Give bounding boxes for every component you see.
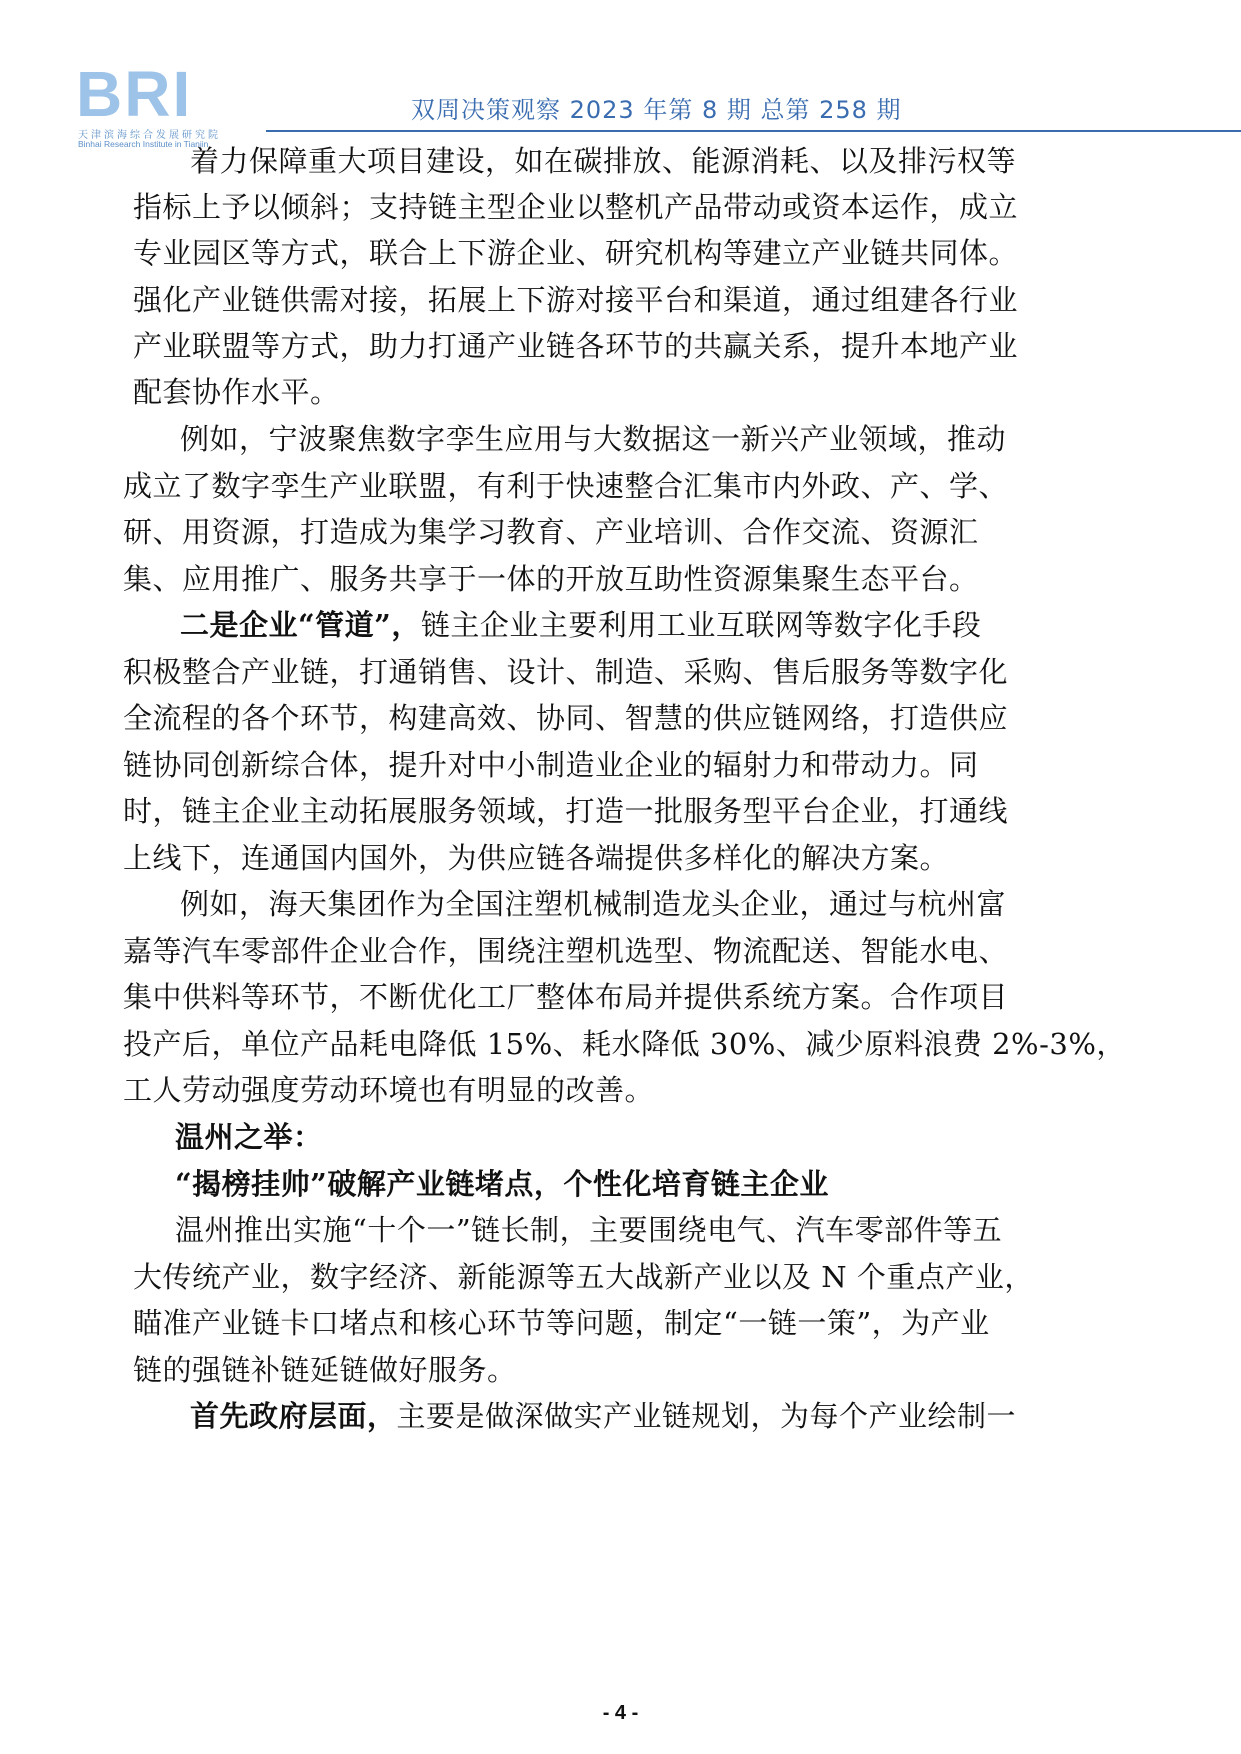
text-line: 上线下，连通国内国外，为供应链各端提供多样化的解决方案。: [123, 841, 950, 875]
text-line: 大传统产业，数字经济、新能源等五大战新产业以及 N 个重点产业，: [133, 1260, 1034, 1294]
header-divider: [266, 130, 1241, 132]
text-line: 时，链主企业主动拓展服务领域，打造一批服务型平台企业，打通线: [123, 794, 1009, 828]
text-line: 着力保障重大项目建设，如在碳排放、能源消耗、以及排污权等: [190, 144, 1017, 178]
logo-chinese-name: 天津滨海综合发展研究院: [78, 130, 221, 141]
text-line: 成立了数字孪生产业联盟，有利于快速整合汇集市内外政、产、学、: [123, 469, 1009, 503]
text-line: 瞄准产业链卡口堵点和核心环节等问题，制定“一链一策”，为产业: [133, 1306, 990, 1340]
text-line: [180, 605, 981, 645]
lead-phrase: 二是企业“管道”，: [180, 608, 421, 642]
text-line: 例如，海天集团作为全国注塑机械制造龙头企业，通过与杭州富: [180, 887, 1007, 921]
text-line: 温州推出实施“十个一”链长制，主要围绕电气、汽车零部件等五: [175, 1213, 1003, 1247]
text-line: 指标上予以倾斜；支持链主型企业以整机产品带动或资本运作，成立: [133, 190, 1019, 224]
page-number: - 4 -: [602, 1702, 639, 1724]
line-text: 链主企业主要利用工业互联网等数字化手段: [420, 608, 982, 642]
text-line: 强化产业链供需对接，拓展上下游对接平台和渠道，通过组建各行业: [133, 283, 1019, 317]
logo-english-name: Binhai Research Institute in Tianjin: [78, 139, 209, 149]
publication-header: 双周决策观察 2023 年第 8 期 总第 258 期: [411, 96, 902, 124]
logo-mark: BRI: [76, 58, 193, 130]
section-title: “揭榜挂帅”破解产业链堵点，个性化培育链主企业: [175, 1167, 829, 1201]
text-line: 集、应用推广、服务共享于一体的开放互助性资源集聚生态平台。: [123, 562, 979, 596]
section-label: 温州之举：: [175, 1120, 323, 1154]
text-line: [190, 1396, 1016, 1436]
text-line: 研、用资源，打造成为集学习教育、产业培训、合作交流、资源汇: [123, 515, 979, 549]
text-line: 配套协作水平。: [133, 375, 340, 409]
text-line: 例如，宁波聚焦数字孪生应用与大数据这一新兴产业领域，推动: [180, 422, 1007, 456]
institute-logo: [76, 58, 266, 149]
lead-phrase: 首先政府层面，: [190, 1399, 397, 1433]
line-text: 主要是做深做实产业链规划，为每个产业绘制一: [396, 1399, 1017, 1433]
text-line: 链的强链补链延链做好服务。: [133, 1353, 517, 1387]
text-line: 工人劳动强度劳动环境也有明显的改善。: [123, 1073, 655, 1107]
text-line: 投产后，单位产品耗电降低 15%、耗水降低 30%、减少原料浪费 2%-3%，: [123, 1027, 1126, 1061]
text-line: 全流程的各个环节，构建高效、协同、智慧的供应链网络，打造供应: [123, 701, 1009, 735]
text-line: 链协同创新综合体，提升对中小制造业企业的辐射力和带动力。同: [123, 748, 979, 782]
text-line: 集中供料等环节，不断优化工厂整体布局并提供系统方案。合作项目: [123, 980, 1009, 1014]
text-line: 积极整合产业链，打通销售、设计、制造、采购、售后服务等数字化: [123, 655, 1009, 689]
text-line: 专业园区等方式，联合上下游企业、研究机构等建立产业链共同体。: [133, 236, 1019, 270]
text-line: 嘉等汽车零部件企业合作，围绕注塑机选型、物流配送、智能水电、: [123, 934, 1009, 968]
text-line: 产业联盟等方式，助力打通产业链各环节的共赢关系，提升本地产业: [133, 329, 1019, 363]
